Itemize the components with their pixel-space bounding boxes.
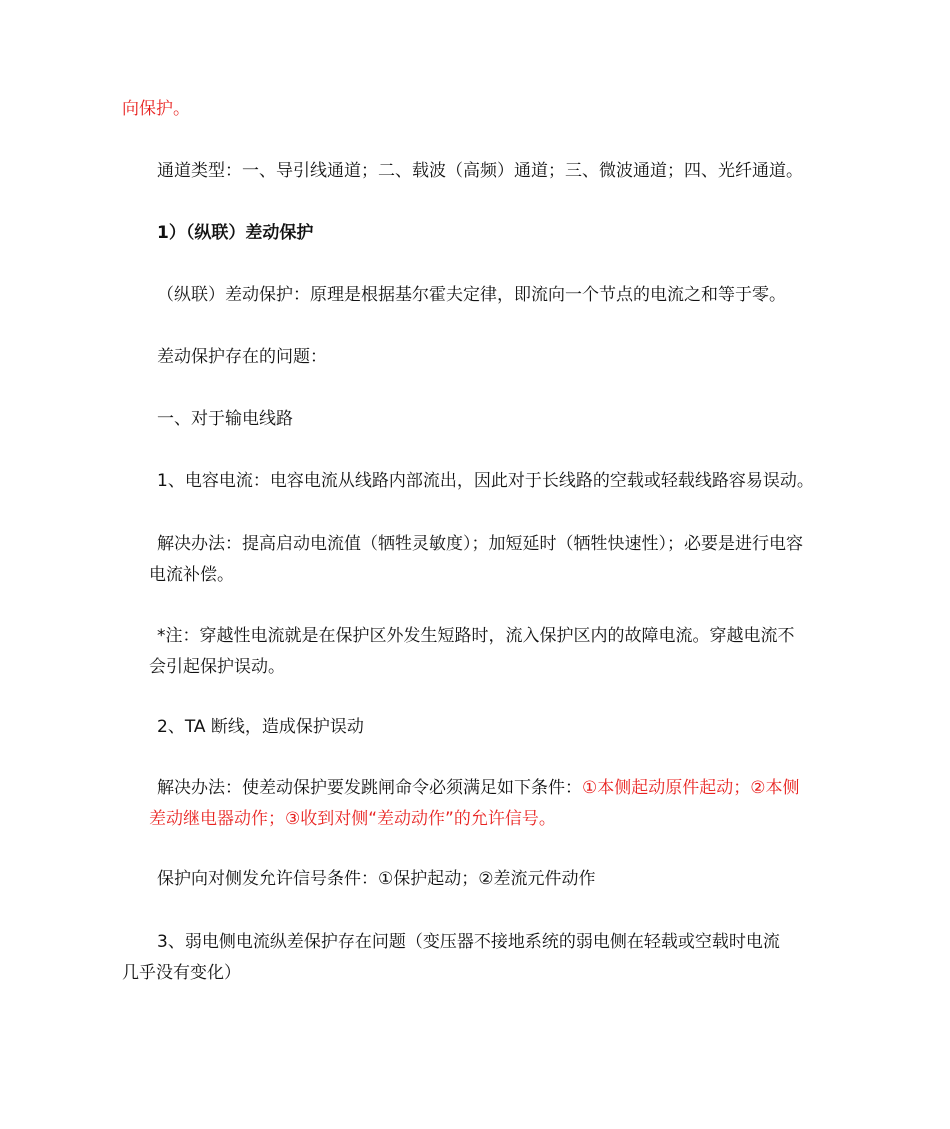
paragraph-13-line-b: 几乎没有变化） [122,963,241,983]
text-line-10: 2、TA 断线，造成保护误动 [157,717,364,737]
paragraph-11-red-b: 差动继电器动作；③收到对侧“差动动作”的允许信号。 [149,809,556,829]
text-line-1: 向保护。 [122,99,190,119]
paragraph-9-line-a: *注：穿越性电流就是在保护区外发生短路时，流入保护区内的故障电流。穿越电流不 [157,626,795,646]
text-line-6: 一、对于输电线路 [157,409,293,429]
paragraph-8-line-b: 电流补偿。 [149,565,234,585]
paragraph-11-line-a [157,773,799,804]
section-heading: 1）（纵联）差动保护 [157,223,314,243]
text-line-5: 差动保护存在的问题： [157,347,327,367]
text-line-7: 1、电容电流：电容电流从线路内部流出，因此对于长线路的空载或轻载线路容易误动。 [157,471,814,491]
text-line-4: （纵联）差动保护：原理是根据基尔霍夫定律，即流向一个节点的电流之和等于零。 [157,285,786,305]
paragraph-11-red-a: ①本侧起动原件起动；②本侧 [582,778,800,798]
paragraph-11-black: 解决办法：使差动保护要发跳闸命令必须满足如下条件： [157,778,582,798]
paragraph-8-line-a: 解决办法：提高启动电流值（牺牲灵敏度）；加短延时（牺牲快速性）；必要是进行电容 [157,534,803,554]
text-line-12: 保护向对侧发允许信号条件：①保护起动；②差流元件动作 [157,869,596,889]
paragraph-13-line-a: 3、弱电侧电流纵差保护存在问题（变压器不接地系统的弱电侧在轻载或空载时电流 [157,932,780,952]
text-line-2: 通道类型：一、导引线通道；二、载波（高频）通道；三、微波通道；四、光纤通道。 [157,161,803,181]
paragraph-9-line-b: 会引起保护误动。 [149,657,285,677]
